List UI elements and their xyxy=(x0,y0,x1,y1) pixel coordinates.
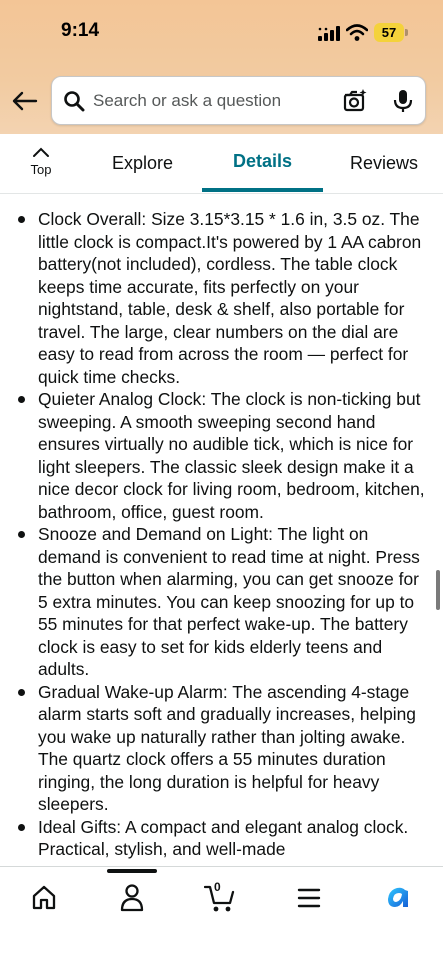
bottom-nav xyxy=(0,866,443,960)
feature-bullet: Snooze and Demand on Light: The light on demand is convenient to read time at night. Press the button when alarming, you can get snooze for 5 extra minutes. You can keep snoozing for up to 55 minutes for that perfect wake-up. The battery clock is easy to set for kids elderly teens and adults. xyxy=(16,523,430,681)
battery-tip xyxy=(405,29,408,36)
product-tabs xyxy=(0,134,443,194)
tab-reviews[interactable]: Reviews xyxy=(350,153,419,173)
nav-rufus[interactable] xyxy=(381,881,415,915)
battery-level: 57 xyxy=(381,25,397,40)
tab-top[interactable] xyxy=(14,146,68,190)
nav-menu[interactable] xyxy=(292,881,326,915)
feature-bullet: Quieter Analog Clock: The clock is non-ticking but sweeping. A smooth sweeping second hand ensures virtually no audible tick, which is nice for light sleepers. The classic sleek design make it a nice decor clock for living room, bedroom, kitchen, bathroom, office, guest room. xyxy=(16,388,430,523)
back-arrow-icon xyxy=(12,91,38,111)
search-icon xyxy=(63,90,85,112)
signal-icon xyxy=(318,26,340,41)
tab-explore[interactable]: Explore xyxy=(112,153,174,173)
nav-home[interactable] xyxy=(27,881,61,915)
header xyxy=(0,0,443,134)
active-tab-indicator xyxy=(202,188,323,192)
active-nav-indicator xyxy=(107,869,157,873)
feature-bullet: Ideal Gifts: A compact and elegant analog clock. Practical, stylish, and well-made xyxy=(16,816,430,861)
tab-details[interactable]: Details xyxy=(233,151,293,171)
profile-icon xyxy=(119,883,145,913)
cart-count: 0 xyxy=(214,880,221,894)
rufus-icon xyxy=(384,884,412,912)
camera-icon[interactable] xyxy=(342,88,368,114)
feature-bullets xyxy=(16,208,430,861)
feature-bullet: Clock Overall: Size 3.15*3.15 * 1.6 in, 3.5 oz. The little clock is compact.It's powered by 1 AA cabron battery(not included), cordless. The table clock keeps time accurate, fits perfectly on your nightstand, table, desk & shelf, also portable for travel. The large, clear numbers on the dial are easy to read from across the room — perfect for quick time checks. xyxy=(16,208,430,388)
chevron-up-icon xyxy=(32,146,50,158)
tab-top-label: Top xyxy=(30,162,52,177)
status-bar xyxy=(0,0,443,62)
back-button[interactable] xyxy=(10,86,40,116)
details-content xyxy=(0,194,443,866)
mic-icon[interactable] xyxy=(392,88,414,114)
search-placeholder: Search or ask a question xyxy=(93,91,282,110)
battery-indicator xyxy=(374,23,404,42)
nav-you[interactable] xyxy=(115,881,149,915)
home-icon xyxy=(30,884,58,912)
status-time: 9:14 xyxy=(61,20,100,41)
wifi-icon xyxy=(346,24,368,41)
search-input[interactable] xyxy=(51,76,426,125)
feature-bullet: Gradual Wake-up Alarm: The ascending 4-stage alarm starts soft and gradually increases, helping you wake up naturally rather than jolting awake. The quartz clock offers a 55 minutes duration ringing, the long duration is helpful for heavy sleepers. xyxy=(16,681,430,816)
menu-icon xyxy=(297,887,321,909)
nav-cart[interactable] xyxy=(203,881,237,915)
scrollbar[interactable] xyxy=(436,570,440,610)
